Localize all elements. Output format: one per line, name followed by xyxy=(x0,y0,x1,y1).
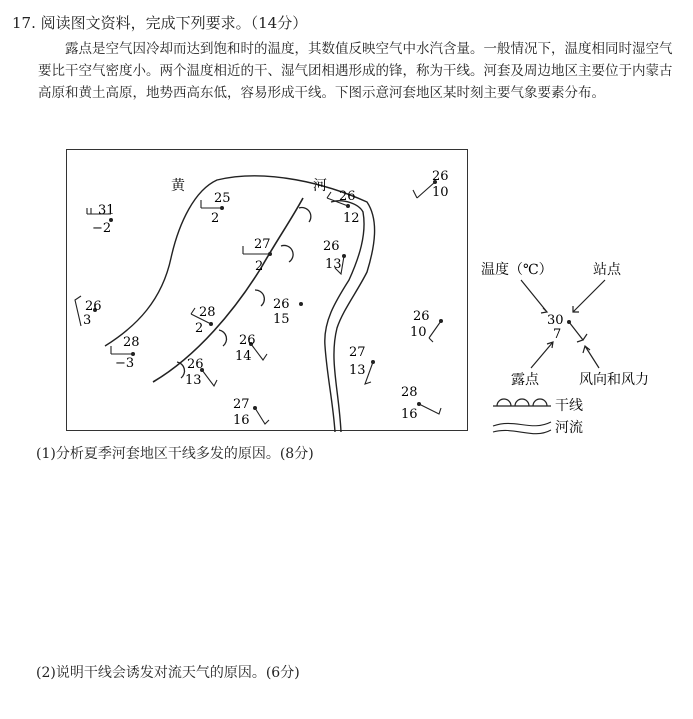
legend-temp-label: 温度（℃） xyxy=(481,262,553,278)
legend-river-symbol xyxy=(493,422,551,434)
river-bank-inner xyxy=(325,201,364,432)
dryline xyxy=(153,198,303,382)
legend-wind-label: 风向和风力 xyxy=(579,372,649,388)
station-14 xyxy=(185,357,217,388)
station-temp: 26 xyxy=(339,189,356,204)
station-8 xyxy=(191,305,216,336)
station-dew: −2 xyxy=(92,221,112,236)
river-label-huang: 黄 xyxy=(171,178,185,194)
station-temp: 26 xyxy=(413,309,430,324)
weather-map xyxy=(66,149,468,431)
map-legend xyxy=(475,250,685,440)
station-10 xyxy=(410,309,443,342)
station-temp: 26 xyxy=(273,297,290,312)
station-dew: 10 xyxy=(410,325,427,340)
legend-station-label: 站点 xyxy=(593,262,621,278)
station-dew: 16 xyxy=(233,413,250,428)
station-dew: 10 xyxy=(432,185,449,200)
station-12 xyxy=(235,333,267,364)
station-dew: 12 xyxy=(343,211,360,226)
station-1 xyxy=(87,203,115,236)
station-dew: 14 xyxy=(235,349,252,364)
station-16 xyxy=(401,385,441,422)
station-temp: 26 xyxy=(239,333,256,348)
legend-dryline-label: 干线 xyxy=(555,398,583,414)
legend-river-label: 河流 xyxy=(555,420,583,436)
station-temp: 28 xyxy=(199,305,216,320)
question-stem xyxy=(38,38,683,104)
station-6 xyxy=(323,239,346,274)
station-dew: 16 xyxy=(401,407,418,422)
river-label-he: 河 xyxy=(313,178,327,194)
map-canvas xyxy=(67,150,469,432)
station-15 xyxy=(233,397,269,428)
station-temp: 26 xyxy=(187,357,204,372)
station-temp: 27 xyxy=(349,345,366,360)
station-temp: 28 xyxy=(401,385,418,400)
station-dew: 13 xyxy=(325,257,342,272)
sub-question-1: (1)分析夏季河套地区干线多发的原因。(8分) xyxy=(36,446,314,462)
question-title: 17. 阅读图文资料，完成下列要求。（14分） xyxy=(12,14,308,32)
station-temp: 26 xyxy=(323,239,340,254)
station-13 xyxy=(349,345,375,384)
station-7 xyxy=(75,296,102,328)
station-temp: 27 xyxy=(233,397,250,412)
station-temp: 26 xyxy=(432,169,449,184)
station-temp: 25 xyxy=(214,191,231,206)
river-bank-outer xyxy=(105,176,375,432)
station-temp: 28 xyxy=(123,335,140,350)
station-dew: 2 xyxy=(255,259,264,274)
station-dew: 2 xyxy=(211,211,220,226)
station-dew: −3 xyxy=(115,356,135,371)
station-2 xyxy=(201,191,231,226)
station-4 xyxy=(413,169,449,200)
station-dew: 15 xyxy=(273,312,290,327)
station-temp: 31 xyxy=(98,203,115,218)
stem-paragraph: 露点是空气因冷却而达到饱和时的温度，其数值反映空气中水汽含量。一般情况下，温度相同时湿空气要比干空气密度小。两个温度相近的干、湿气团相遇形成的锋，称为干线。河套及周边地区主要位于内蒙古高原和黄土高原，地势西高东低，容易形成干线。下图示意河套地区某时刻主要气象要素分布。 xyxy=(38,41,673,101)
station-temp: 27 xyxy=(254,237,271,252)
station-11 xyxy=(111,335,140,371)
station-dew: 13 xyxy=(349,363,366,378)
station-3 xyxy=(327,189,360,226)
station-dew: 3 xyxy=(83,313,92,328)
station-dew: 2 xyxy=(195,321,204,336)
station-dew: 13 xyxy=(185,373,202,388)
station-9 xyxy=(273,297,303,327)
legend-sample-temp: 30 xyxy=(547,313,564,328)
sub-question-2: (2)说明干线会诱发对流天气的原因。(6分) xyxy=(36,665,300,681)
legend-dew-label: 露点 xyxy=(511,372,539,388)
legend-sample-dew: 7 xyxy=(553,327,562,342)
station-temp: 26 xyxy=(85,299,102,314)
